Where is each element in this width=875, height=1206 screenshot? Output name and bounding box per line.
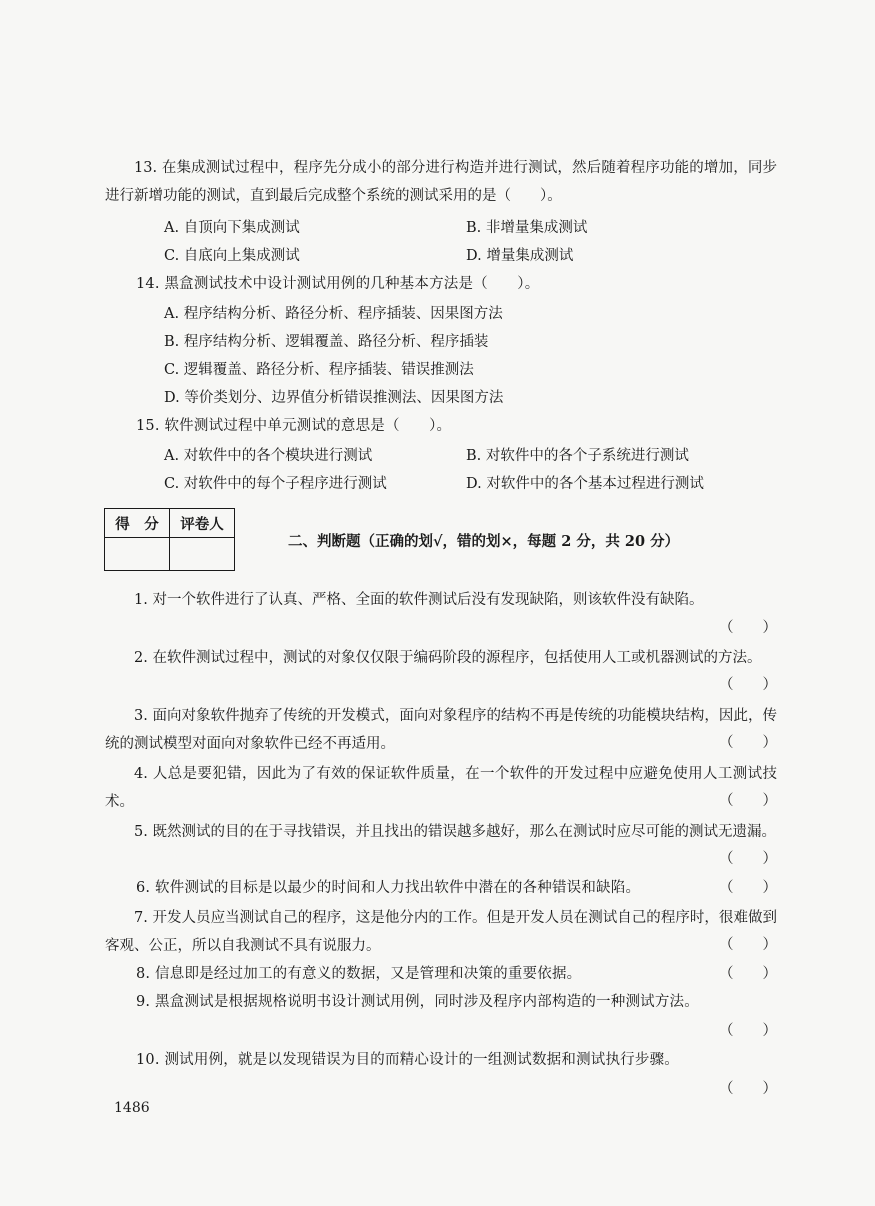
judge-10-paren: （ ） — [719, 1081, 777, 1097]
judge-item-4: 4. 人总是要犯错，因此为了有效的保证软件质量，在一个软件的开发过程中应避免使用人工测试技术。 — [105, 766, 777, 810]
score-table — [104, 508, 235, 571]
q13-option-b: B. 非增量集成测试 — [466, 220, 588, 236]
judge-2-paren: （ ） — [719, 677, 777, 693]
q14-option-a: A. 程序结构分析、路径分析、程序插装、因果图方法 — [164, 306, 503, 322]
q14-option-c: C. 逻辑覆盖、路径分析、程序插装、错误推测法 — [164, 362, 474, 378]
grader-label: 评卷人 — [170, 509, 235, 538]
judge-5-paren: （ ） — [719, 851, 777, 867]
judge-3-paren: （ ） — [719, 735, 777, 751]
score-label: 得 分 — [105, 509, 170, 538]
judge-item-2: 2. 在软件测试过程中，测试的对象仅仅限于编码阶段的源程序，包括使用人工或机器测试的方法。 — [134, 650, 762, 666]
judge-4-paren: （ ） — [719, 793, 777, 809]
question-14-stem: 14. 黑盒测试技术中设计测试用例的几种基本方法是（ ）。 — [136, 276, 540, 292]
question-13-stem: 13. 在集成测试过程中，程序先分成小的部分进行构造并进行测试，然后随着程序功能的增加，同步进行新增功能的测试，直到最后完成整个系统的测试采用的是（ ）。 — [105, 160, 777, 204]
q15-option-c: C. 对软件中的每个子程序进行测试 — [164, 476, 387, 492]
q13-option-a: A. 自顶向下集成测试 — [164, 220, 300, 236]
judge-8-paren: （ ） — [719, 966, 777, 982]
grader-cell — [170, 538, 235, 571]
q14-option-d: D. 等价类划分、边界值分析错误推测法、因果图方法 — [164, 390, 504, 406]
judge-item-1: 1. 对一个软件进行了认真、严格、全面的软件测试后没有发现缺陷，则该软件没有缺陷。 — [134, 592, 704, 608]
judge-item-7: 7. 开发人员应当测试自己的程序，这是他分内的工作。但是开发人员在测试自己的程序时，很难做到客观、公正，所以自我测试不具有说服力。 — [105, 910, 777, 954]
judge-item-9: 9. 黑盒测试是根据规格说明书设计测试用例，同时涉及程序内部构造的一种测试方法。 — [136, 994, 699, 1010]
judge-9-paren: （ ） — [719, 1023, 777, 1039]
q15-option-d: D. 对软件中的各个基本过程进行测试 — [466, 476, 704, 492]
judge-7-paren: （ ） — [719, 937, 777, 953]
judge-1-paren: （ ） — [719, 620, 777, 636]
judge-item-10: 10. 测试用例，就是以发现错误为目的而精心设计的一组测试数据和测试执行步骤。 — [136, 1052, 679, 1068]
judge-item-5: 5. 既然测试的目的在于寻找错误，并且找出的错误越多越好，那么在测试时应尽可能的测试无遗漏。 — [134, 824, 776, 840]
judge-item-3: 3. 面向对象软件抛弃了传统的开发模式，面向对象程序的结构不再是传统的功能模块结构，因此，传统的测试模型对面向对象软件已经不再适用。 — [105, 708, 777, 752]
judge-6-paren: （ ） — [719, 880, 777, 896]
judge-item-8: 8. 信息即是经过加工的有意义的数据，又是管理和决策的重要依据。 — [136, 966, 582, 982]
judge-item-6: 6. 软件测试的目标是以最少的时间和人力找出软件中潜在的各种错误和缺陷。 — [136, 880, 641, 896]
page-number: 1486 — [114, 1100, 150, 1116]
q14-option-b: B. 程序结构分析、逻辑覆盖、路径分析、程序插装 — [164, 334, 489, 350]
q13-option-d: D. 增量集成测试 — [466, 248, 574, 264]
q15-option-a: A. 对软件中的各个模块进行测试 — [164, 448, 373, 464]
q13-option-c: C. 自底向上集成测试 — [164, 248, 300, 264]
score-cell — [105, 538, 170, 571]
section-title: 二、判断题（正确的划√，错的划×，每题 2 分，共 20 分） — [288, 533, 680, 550]
q15-option-b: B. 对软件中的各个子系统进行测试 — [466, 448, 689, 464]
question-15-stem: 15. 软件测试过程中单元测试的意思是（ ）。 — [136, 418, 452, 434]
